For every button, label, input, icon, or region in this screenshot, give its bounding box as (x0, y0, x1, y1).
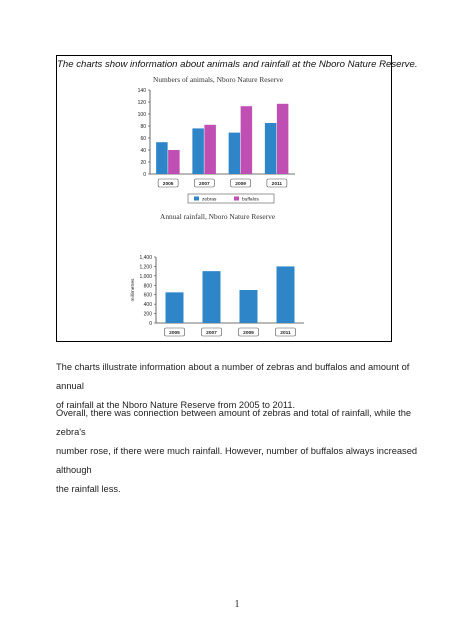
rainfall-bar (203, 271, 221, 323)
y-tick-label: 1,400 (139, 255, 152, 261)
y-tick-label: 0 (143, 172, 146, 178)
y-tick-label: 600 (143, 292, 152, 299)
x-tick-label: 2007 (199, 182, 210, 187)
x-tick-label: 2011 (280, 331, 291, 336)
x-tick-label: 2009 (235, 182, 246, 187)
figure-caption: The charts show information about animals and rainfall at the Nboro Nature Reserve. (57, 59, 418, 70)
rainfall-bar (240, 290, 258, 323)
y-tick-label: 1,200 (139, 264, 152, 271)
y-tick-label: 100 (137, 112, 146, 118)
y-tick-label: 80 (140, 124, 146, 130)
page-number: 1 (234, 599, 240, 610)
overview-paragraph (56, 404, 420, 499)
rainfall-bar-chart (57, 56, 418, 341)
legend-label: buffalos (242, 197, 259, 203)
figure-frame (56, 55, 418, 342)
paragraph-line: The charts illustrate information about a number of zebras and buffalos and amount of annual (56, 362, 410, 391)
paragraph-line: Overall, there was connection between amount of zebras and total of rainfall, while the zebra's (56, 408, 412, 437)
y-tick-label: 20 (140, 160, 146, 166)
x-tick-label: 2009 (243, 331, 254, 336)
y-tick-label: 800 (143, 283, 152, 290)
y-tick-label: 40 (140, 148, 146, 154)
y-tick-label: 200 (143, 311, 152, 318)
y-tick-label: 60 (140, 136, 146, 142)
legend-label: zebras (202, 197, 217, 203)
paragraph-line: the rainfall less. (56, 484, 121, 494)
x-tick-label: 2005 (169, 331, 180, 336)
x-tick-label: 2007 (206, 331, 217, 336)
paragraph-line: number rose, if there were much rainfall. However, number of buffalos always increased although (56, 446, 418, 475)
y-tick-label: 400 (143, 302, 152, 309)
y-tick-label: 120 (137, 100, 146, 106)
rainfall-chart-title: Annual rainfall, Nboro Nature Reserve (160, 212, 276, 221)
rainfall-bar (166, 292, 184, 323)
y-tick-label: 0 (149, 321, 152, 327)
y-tick-label: 1,000 (139, 273, 152, 280)
y-axis-label: millimetres (131, 278, 136, 302)
x-tick-label: 2011 (271, 182, 283, 187)
paragraph-line: of rainfall at the Nboro Nature Reserve from 2005 to 2011. (56, 400, 296, 410)
animals-chart-title: Numbers of animals, Nboro Nature Reserve (153, 75, 284, 84)
x-tick-label: 2005 (162, 182, 174, 187)
y-tick-label: 140 (137, 88, 146, 94)
rainfall-bar (277, 266, 295, 323)
